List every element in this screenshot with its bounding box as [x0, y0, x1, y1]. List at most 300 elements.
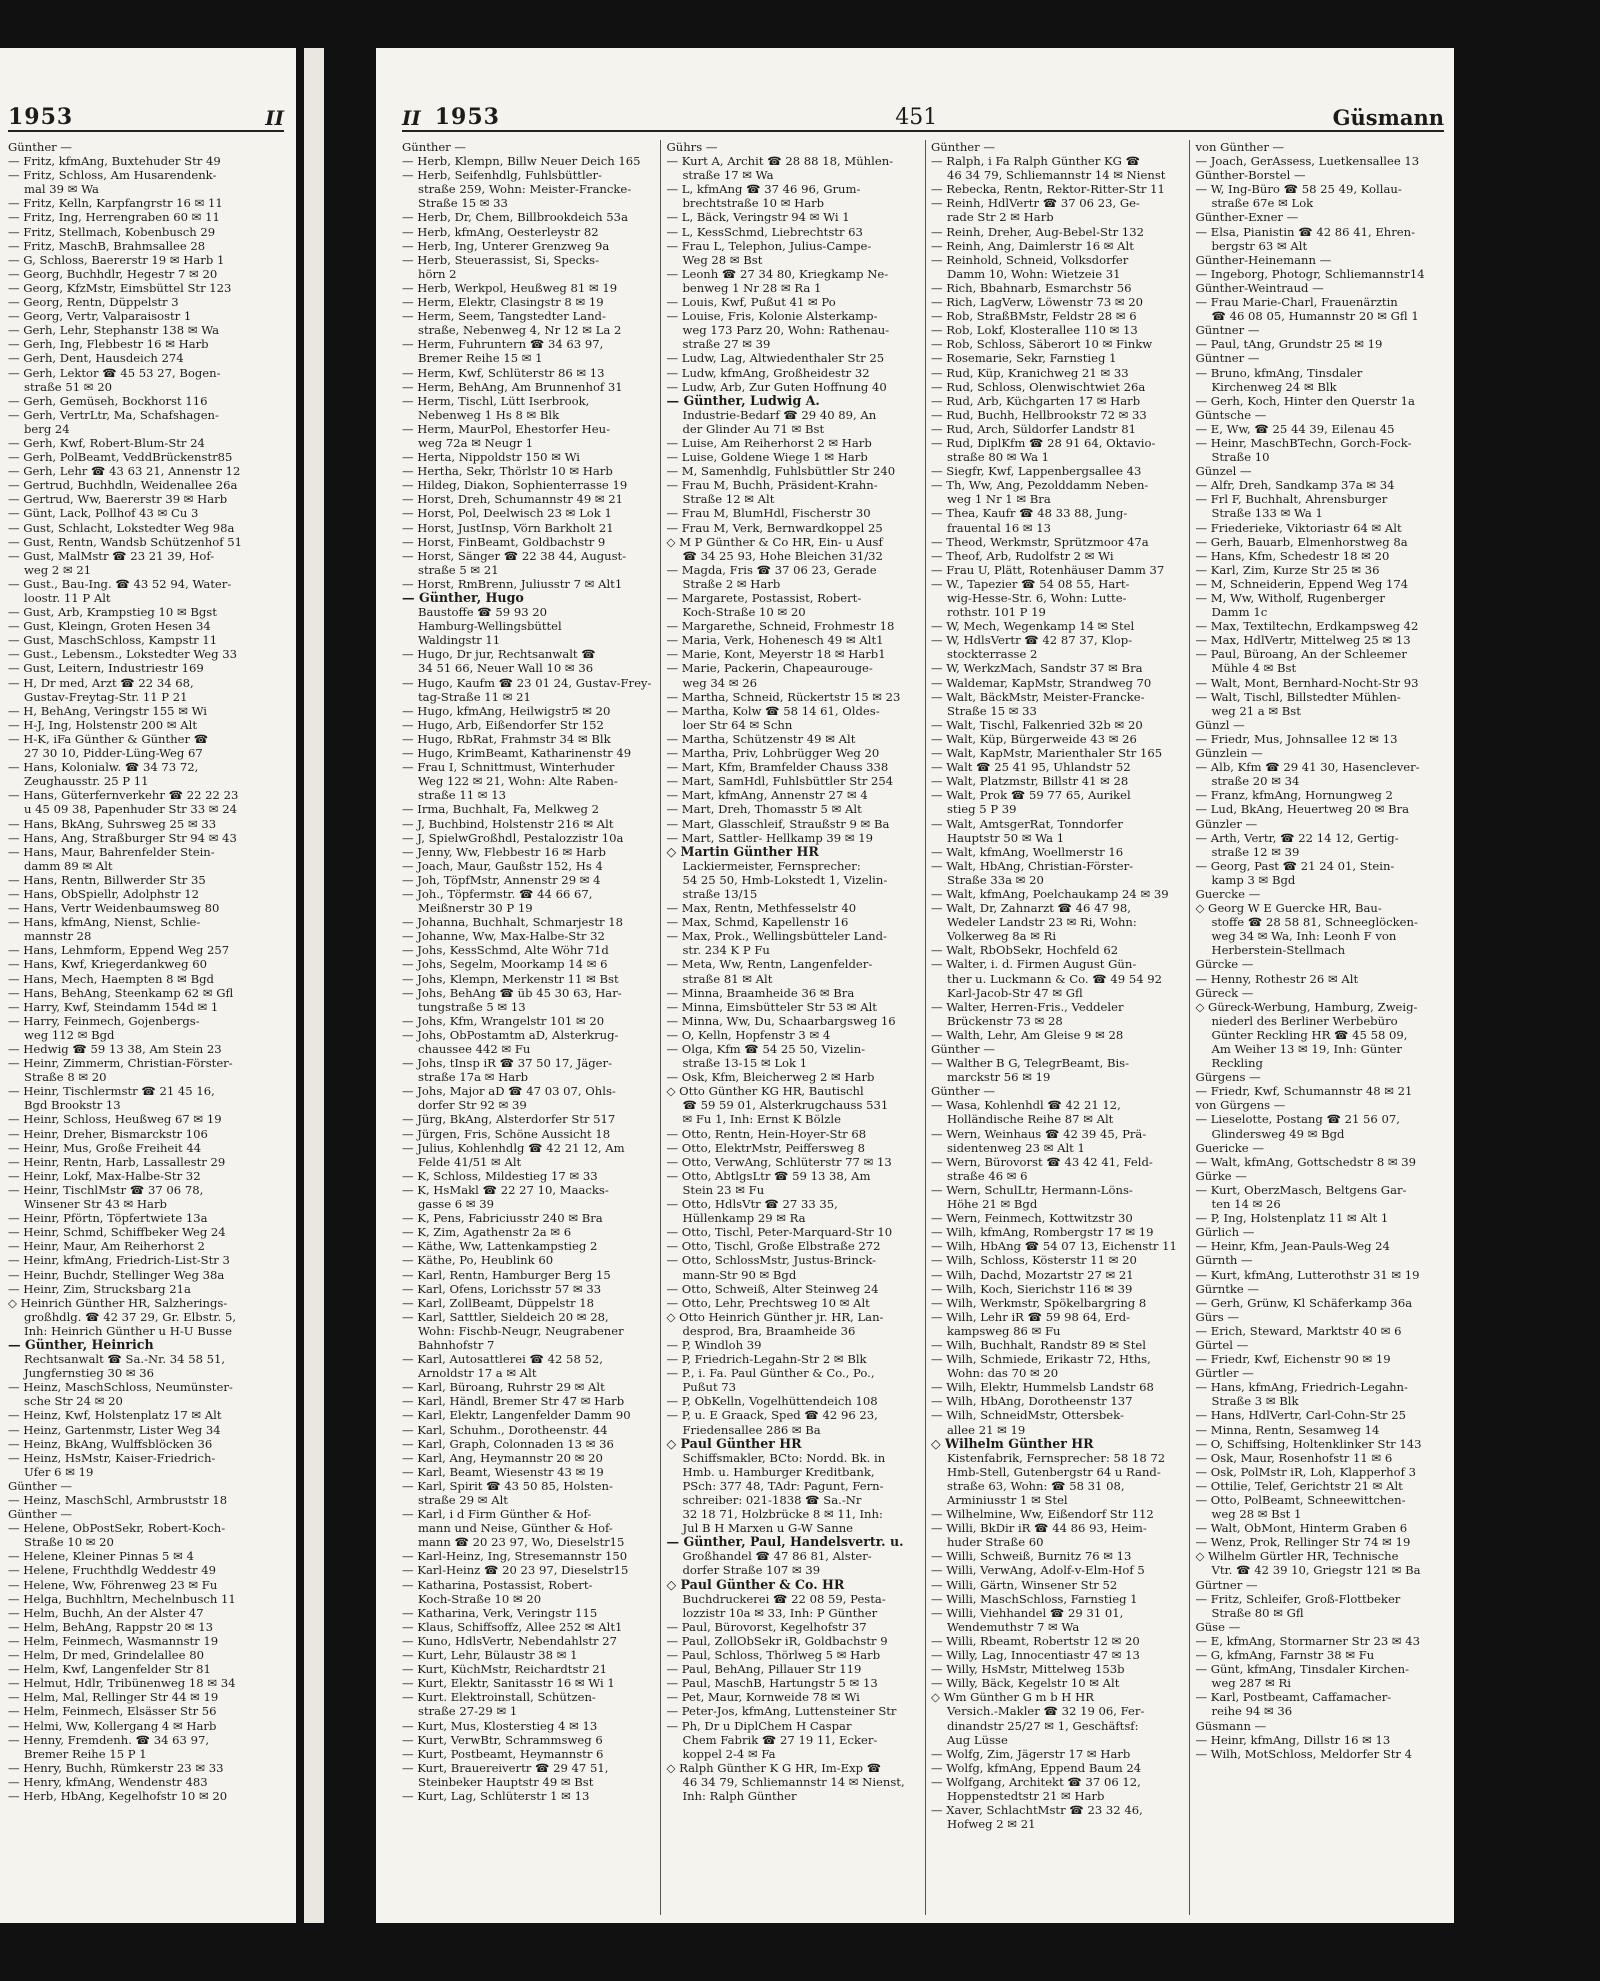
directory-entry: — Gerh, Kwf, Robert-Blum-Str 24 [8, 435, 205, 450]
directory-entry: — W, Ing-Büro ☎ 58 25 49, Kollau- [1195, 182, 1402, 197]
directory-entry: — Kurt, Mus, Klosterstieg 4 ✉ 13 [402, 1718, 598, 1733]
directory-entry: Günzel — [1195, 464, 1252, 479]
directory-entry: — Martha, Kolw ☎ 58 14 61, Oldes- [666, 703, 880, 718]
directory-entry: — Herb, Dr, Chem, Billbrookdeich 53a [402, 210, 628, 225]
directory-entry: — Herb, Ing, Unterer Grenzweg 9a [402, 238, 610, 253]
directory-entry: — Harry, Kwf, Steindamm 154d ✉ 1 [8, 999, 219, 1014]
directory-entry: — Karl, Ofens, Lorichsstr 57 ✉ 33 [402, 1281, 602, 1296]
directory-entry: Winsener Str 43 ✉ Harb [24, 1197, 167, 1212]
directory-entry: — Kurt, Lehr, Bülaustr 38 ✉ 1 [402, 1648, 578, 1663]
directory-entry: straße 67e ✉ Lok [1211, 196, 1314, 211]
directory-entry: PSch: 377 48, TAdr: Pagunt, Fern- [682, 1478, 884, 1493]
directory-entry: — Heinz, Gartenmstr, Lister Weg 34 [8, 1422, 221, 1437]
directory-entry: — Georg, Vertr, Valparaisostr 1 [8, 309, 192, 324]
directory-entry: ◇ Güreck-Werbung, Hamburg, Zweig- [1195, 999, 1418, 1014]
book-gutter [296, 0, 376, 1981]
directory-entry: Bahnhofstr 7 [418, 1337, 495, 1352]
directory-entry: — Walth, Lehr, Am Gleise 9 ✉ 28 [930, 1027, 1124, 1042]
directory-entry: — Frau Marie-Charl, Frauenärztin [1195, 295, 1398, 310]
directory-entry: — Hertha, Sekr, Thörlstr 10 ✉ Harb [402, 464, 613, 479]
directory-entry: dinandstr 25/27 ✉ 1, Geschäftsf: [946, 1718, 1139, 1733]
directory-entry: — Th, Ww, Ang, Pezolddamm Neben- [930, 478, 1149, 493]
directory-entry: Industrie-Bedarf ☎ 29 40 89, An [682, 407, 877, 422]
directory-entry: — Wilh, kfmAng, Rombergstr 17 ✉ 19 [930, 1225, 1154, 1240]
directory-entry: — Hans, BehAng, Steenkamp 62 ✉ Gfl [8, 985, 234, 1000]
directory-entry: — Paul, Schloss, Thörlweg 5 ✉ Harb [666, 1648, 881, 1663]
directory-entry: straße 17a ✉ Harb [418, 1070, 529, 1085]
directory-entry: Versich.-Makler ☎ 32 19 06, Fer- [946, 1704, 1145, 1719]
directory-entry: — Herm, Elektr, Clasingstr 8 ✉ 19 [402, 295, 604, 310]
directory-entry: — K, Pens, Fabriciusstr 240 ✉ Bra [402, 1211, 603, 1226]
directory-entry: — Gerh, VertrLtr, Ma, Schafshagen- [8, 407, 219, 422]
directory-entry: — Kurt, kfmAng, Lutterothstr 31 ✉ 19 [1195, 1267, 1420, 1282]
directory-entry: — Hans, kfmAng, Friedrich-Legahn- [1195, 1380, 1408, 1395]
directory-entry: — Heinr, Maur, Am Reiherhorst 2 [8, 1239, 205, 1254]
directory-entry: — Wolfg, Zim, Jägerstr 17 ✉ Harb [930, 1746, 1131, 1761]
directory-entry: Hmb. u. Hamburger Kreditbank, [682, 1464, 875, 1479]
directory-entry: — Otto, Rentn, Hein-Hoyer-Str 68 [666, 1126, 867, 1141]
directory-entry: reihe 94 ✉ 36 [1211, 1704, 1293, 1719]
directory-entry: — K, Zim, Agathenstr 2a ✉ 6 [402, 1225, 572, 1240]
directory-entry: — Herb, Seifenhdlg, Fuhlsbüttler- [402, 168, 602, 183]
directory-entry: Straße 10 ✉ 20 [24, 1535, 114, 1550]
directory-entry: — Hans, Kwf, Kriegerdankweg 60 [8, 957, 207, 972]
directory-entry: — Otto, ElektrMstr, Peiffersweg 8 [666, 1140, 866, 1155]
directory-entry: Gührs — [666, 140, 718, 154]
directory-entry: — Gerh, Lektor ☎ 45 53 27, Bogen- [8, 365, 221, 380]
directory-entry: Brückenstr 73 ✉ 28 [946, 1013, 1063, 1028]
directory-entry: — Walther B G, TelegrBeamt, Bis- [930, 1056, 1130, 1071]
directory-entry: Kirchenweg 24 ✉ Blk [1211, 379, 1337, 394]
directory-entry: — Paul, Bürovorst, Kegelhofstr 37 [666, 1619, 867, 1634]
directory-entry: — Walt ☎ 25 41 95, Uhlandstr 52 [930, 760, 1131, 775]
directory-entry: — Katharina, Verk, Veringstr 115 [402, 1605, 598, 1620]
directory-entry: Lackiermeister, Fernsprecher: [682, 858, 861, 873]
directory-entry: — Wilh, Dachd, Mozartstr 27 ✉ 21 [930, 1267, 1134, 1282]
directory-entry: Günther — [402, 140, 467, 154]
directory-entry: — Osk, Maur, Rosenhofstr 11 ✉ 6 [1195, 1450, 1393, 1465]
directory-entry: — Heinr, Zimmerm, Christian-Förster- [8, 1056, 233, 1071]
directory-entry: huder Straße 60 [946, 1535, 1044, 1550]
directory-entry: — Herb, kfmAng, Oesterleystr 82 [402, 224, 599, 239]
directory-entry: — Willi, VerwAng, Adolf-v-Elm-Hof 5 [930, 1563, 1145, 1578]
directory-entry: straße 20 ✉ 34 [1211, 774, 1300, 789]
directory-entry: — Gust, Leitern, Industriestr 169 [8, 661, 204, 676]
directory-entry: — Heinr, Pförtn, Töpfertwiete 13a [8, 1211, 208, 1226]
directory-entry: — Walt, Mont, Bernhard-Nocht-Str 93 [1195, 675, 1419, 690]
directory-entry: mannstr 28 [24, 929, 92, 944]
directory-entry: — M, Samenhdlg, Fuhlsbüttler Str 240 [666, 464, 896, 479]
directory-entry: — Gertrud, Buchhdln, Weidenallee 26a [8, 478, 238, 493]
directory-entry: — Theod, Werkmstr, Sprützmoor 47a [930, 534, 1149, 549]
directory-entry: — Rich, LagVerw, Löwenstr 73 ✉ 20 [930, 295, 1144, 310]
directory-entry: — Heinr, Buchdr, Stellinger Weg 38a [8, 1267, 225, 1282]
directory-entry: — J, SpielwGroßhdl, Pestalozzistr 10a [402, 830, 624, 845]
directory-entry: — Leonh ☎ 27 34 80, Kriegkamp Ne- [666, 266, 889, 281]
directory-entry: Felde 41/51 ✉ Alt [418, 1154, 522, 1169]
directory-entry: — Otto, VerwAng, Schlüterstr 77 ✉ 13 [666, 1154, 892, 1169]
directory-entry: Koch-Straße 10 ✉ 20 [682, 605, 806, 620]
directory-entry: — Jenny, Ww, Flebbestr 16 ✉ Harb [402, 844, 606, 859]
directory-entry: — Wilh, HbAng, Dorotheenstr 137 [930, 1394, 1133, 1409]
directory-entry: — Karl-Heinz, Ing, Stresemannstr 150 [402, 1549, 628, 1564]
directory-entry: Straße 15 ✉ 33 [418, 196, 508, 211]
directory-entry: — Frau I, Schnittmust, Winterhuder [402, 760, 615, 775]
directory-entry: — Gerh, Grünw, Kl Schäferkamp 36a [1195, 1295, 1413, 1310]
directory-entry: straße 29 ✉ Alt [418, 1493, 508, 1507]
directory-entry: — Karl, Satttler, Sieldeich 20 ✉ 28, [402, 1309, 609, 1324]
directory-entry: — Rebecka, Rentn, Rektor-Ritter-Str 11 [930, 182, 1165, 197]
directory-entry: — Hildeg, Diakon, Sophienterrasse 19 [402, 478, 628, 493]
directory-entry: Gürgens — [1195, 1070, 1261, 1085]
directory-entry: — Max, Textiltechn, Erdkampsweg 42 [1195, 619, 1419, 634]
directory-entry: — Lud, BkAng, Heuertweg 20 ✉ Bra [1195, 802, 1410, 817]
directory-entry: — Max, Rentn, Methfesselstr 40 [666, 901, 857, 916]
directory-entry: straße 51 ✉ 20 [24, 379, 112, 394]
directory-entry: — Heinr, Zim, Strucksbarg 21a [8, 1281, 191, 1296]
directory-entry: Günther — [8, 140, 73, 154]
directory-entry: mann ☎ 20 23 97, Wo, Dieselstr15 [418, 1535, 625, 1550]
directory-entry: Nebenweg 1 Hs 8 ✉ Blk [418, 407, 560, 422]
directory-entry: Glindersweg 49 ✉ Bgd [1211, 1126, 1345, 1141]
directory-entry: — Franz, kfmAng, Hornungweg 2 [1195, 788, 1393, 803]
directory-entry: Straße 15 ✉ 33 [946, 703, 1037, 718]
directory-entry: Güse — [1195, 1619, 1241, 1634]
directory-entry: — Helene, Ww, Föhrenweg 23 ✉ Fu [8, 1577, 218, 1592]
directory-entry: Pußut 73 [682, 1380, 737, 1395]
directory-entry: Gürntke — [1195, 1281, 1260, 1296]
directory-entry: Koch-Straße 10 ✉ 20 [418, 1591, 542, 1606]
directory-entry: — Herm, Kwf, Schlüterstr 86 ✉ 13 [402, 365, 605, 380]
directory-entry: Gürke — [1195, 1168, 1247, 1183]
directory-entry: weg 72a ✉ Neugr 1 [418, 435, 534, 450]
directory-entry: mann und Neise, Günther & Hof- [418, 1521, 613, 1536]
directory-entry: — Walt, RbObSekr, Hochfeld 62 [930, 943, 1119, 958]
directory-entry: — Wilh, Schloss, Kösterstr 11 ✉ 20 [930, 1253, 1137, 1268]
directory-entry: — Rud, Buchh, Hellbrookstr 72 ✉ 33 [930, 407, 1147, 422]
directory-entry: — Irma, Buchhalt, Fa, Melkweg 2 [402, 802, 600, 817]
directory-entry: — P, Friedrich-Legahn-Str 2 ✉ Blk [666, 1352, 867, 1367]
directory-entry: — Minna, Eimsbütteler Str 53 ✉ Alt [666, 999, 877, 1014]
directory-entry: — Otto, PolBeamt, Schneewittchen- [1195, 1493, 1406, 1507]
directory-entry: Straße 8 ✉ 20 [24, 1070, 107, 1085]
directory-entry: großhdlg. ☎ 42 37 29, Gr. Elbstr. 5, [24, 1309, 237, 1324]
directory-entry: Hüllenkamp 29 ✉ Ra [682, 1211, 806, 1226]
directory-entry: koppel 2-4 ✉ Fa [682, 1746, 776, 1761]
directory-entry: — Heinz, MaschSchl, Armbruststr 18 [8, 1493, 228, 1507]
directory-entry: — Gerh, Lehr ☎ 43 63 21, Annenstr 12 [8, 464, 241, 479]
directory-entry: ◇ M P Günther & Co HR, Ein- u Ausf [666, 534, 883, 549]
directory-entry: — Johs, Major aD ☎ 47 03 07, Ohls- [402, 1084, 616, 1099]
directory-entry: — Karl, ZollBeamt, Düppelstr 18 [402, 1295, 595, 1310]
directory-heading: ◇ Paul Günther HR [666, 1436, 802, 1451]
directory-entry: Am Weiher 13 ✉ 19, Inh: Günter [1211, 1042, 1402, 1056]
directory-entry: — Walt, Tischl, Billstedter Mühlen- [1195, 689, 1401, 704]
directory-entry: — Lieselotte, Postang ☎ 21 56 07, [1195, 1112, 1400, 1127]
directory-entry: — Kurt, Lag, Schlüterstr 1 ✉ 13 [402, 1788, 590, 1803]
directory-entry: — Rob, Schloss, Säberort 10 ✉ Finkw [930, 337, 1153, 352]
directory-entry: — Walter, i. d. Firmen August Gün- [930, 957, 1137, 972]
directory-entry: — Hans, Maur, Bahrenfelder Stein- [8, 844, 215, 859]
directory-entry: — Luise, Goldene Wiege 1 ✉ Harb [666, 450, 868, 465]
directory-entry: str. 234 K P Fu [682, 943, 770, 958]
directory-entry: — Ralph, i Fa Ralph Günther KG ☎ [930, 154, 1141, 169]
directory-entry: — Ph, Dr u DiplChem H Caspar [666, 1718, 852, 1733]
directory-entry: — Willi, MaschSchloss, Farnstieg 1 [930, 1591, 1138, 1606]
directory-entry: — Reinhold, Schneid, Volksdorfer [930, 252, 1129, 267]
directory-entry: — Günt, Lack, Pollhof 43 ✉ Cu 3 [8, 506, 199, 521]
directory-entry: — Maria, Verk, Hohenesch 49 ✉ Alt1 [666, 633, 884, 648]
directory-entry: — P, Windloh 39 [666, 1337, 762, 1352]
directory-entry: — Walt, Prok ☎ 59 77 65, Aurikel [930, 788, 1131, 803]
directory-entry: Vtr. ☎ 42 39 10, Griegstr 121 ✉ Ba [1211, 1563, 1421, 1578]
directory-entry: 32 18 71, Holzbrücke 8 ✉ 11, Inh: [682, 1507, 883, 1522]
directory-entry: — P, Ing, Holstenplatz 11 ✉ Alt 1 [1195, 1211, 1389, 1226]
right-volume: II [402, 106, 421, 130]
directory-entry: mal 39 ✉ Wa [24, 182, 99, 197]
directory-entry: — Willy, HsMstr, Mittelweg 153b [930, 1662, 1125, 1677]
directory-entry: — Karl, Beamt, Wiesenstr 43 ✉ 19 [402, 1464, 604, 1479]
directory-entry: — Theof, Arb, Rudolfstr 2 ✉ Wi [930, 548, 1114, 563]
directory-entry: tungstraße 5 ✉ 13 [418, 999, 526, 1014]
directory-entry: — Wilh, Elektr, Hummelsb Landstr 68 [930, 1380, 1154, 1395]
directory-entry: Güntner — [1195, 323, 1260, 338]
directory-column [660, 140, 924, 1915]
directory-entry: Karl-Jacob-Str 47 ✉ Gfl [946, 985, 1083, 1000]
directory-entry: — Frau M, Verk, Bernwardkoppel 25 [666, 520, 883, 535]
directory-entry: — Georg, Rentn, Düppelstr 3 [8, 295, 179, 310]
directory-entry: Bremer Reihe 15 P 1 [24, 1746, 147, 1761]
directory-entry: — Frau U, Plätt, Rotenhäuser Damm 37 [930, 562, 1165, 577]
directory-entry: — Alb, Kfm ☎ 29 41 30, Hasenclever- [1195, 760, 1420, 775]
directory-entry: von Günther — [1195, 140, 1285, 154]
directory-entry: Ufer 6 ✉ 19 [24, 1464, 94, 1479]
directory-entry: benweg 1 Nr 28 ✉ Ra 1 [682, 280, 822, 295]
directory-entry: — Johs, KessSchmd, Alte Wöhr 71d [402, 943, 609, 958]
directory-entry: berg 24 [24, 421, 70, 436]
directory-entry: wig-Hesse-Str. 6, Wohn: Lutte- [946, 591, 1127, 605]
directory-heading: ◇ Wilhelm Günther HR [930, 1436, 1094, 1451]
directory-entry: — Heinr, Dreher, Bismarckstr 106 [8, 1126, 208, 1141]
directory-entry: — Jürg, BkAng, Alsterdorfer Str 517 [402, 1112, 616, 1127]
directory-entry: sche Str 24 ✉ 20 [24, 1394, 123, 1409]
directory-entry: — Osk, Kfm, Bleicherweg 2 ✉ Harb [666, 1070, 875, 1085]
directory-entry: straße 63, Wohn: ☎ 58 31 08, [946, 1478, 1125, 1493]
directory-column [8, 140, 284, 1915]
directory-entry: desprod, Bra, Braamheide 36 [682, 1323, 856, 1338]
directory-heading: ◇ Martin Günther HR [666, 844, 819, 859]
directory-entry: — Otto, Schweiß, Alter Steinweg 24 [666, 1281, 879, 1296]
directory-entry: ◇ Otto Heinrich Günther jr. HR, Lan- [666, 1309, 884, 1324]
directory-entry: weg 1 Nr 1 ✉ Bra [946, 492, 1051, 507]
directory-entry: — Hans, Vertr Weidenbaumsweg 80 [8, 901, 220, 916]
directory-entry: — Hugo, Arb, Eißendorfer Str 152 [402, 717, 604, 732]
directory-entry: straße 5 ✉ 21 [418, 562, 499, 577]
directory-entry: Günther — [8, 1478, 73, 1493]
directory-entry: — P, ObKelln, Vogelhüttendeich 108 [666, 1394, 878, 1409]
directory-entry: — Herb, HbAng, Kegelhofstr 10 ✉ 20 [8, 1788, 228, 1803]
directory-entry: — Wolfgang, Architekt ☎ 37 06 12, [930, 1774, 1141, 1789]
directory-entry: 54 25 50, Hmb-Lokstedt 1, Vizelin- [682, 872, 888, 887]
directory-entry: kamp 3 ✉ Bgd [1211, 872, 1296, 887]
directory-entry: — Fritz, Stellmach, Kobenbusch 29 [8, 224, 216, 239]
directory-entry: tag-Straße 11 ✉ 21 [418, 689, 531, 704]
directory-entry: — Hans, Rentn, Billwerder Str 35 [8, 872, 206, 887]
directory-entry: — Herb, Werkpol, Heußweg 81 ✉ 19 [402, 280, 618, 295]
directory-entry: weg 28 ✉ Bst 1 [1211, 1507, 1302, 1522]
directory-entry: — Wilh, MotSchloss, Meldorfer Str 4 [1195, 1746, 1413, 1761]
directory-entry: — Georg, Past ☎ 21 24 01, Stein- [1195, 858, 1395, 873]
directory-entry: — Reinh, HdlVertr ☎ 37 06 23, Ge- [930, 196, 1140, 211]
directory-entry: — Mart, Dreh, Thomasstr 5 ✉ Alt [666, 802, 862, 817]
directory-entry: — Kurt, KüchMstr, Reichardtstr 21 [402, 1662, 608, 1677]
directory-entry: — Gust, MalMstr ☎ 23 21 39, Hof- [8, 548, 215, 563]
directory-entry: — Bruno, kfmAng, Tinsdaler [1195, 365, 1363, 380]
directory-entry: — Henry, Buchh, Rümkerstr 23 ✉ 33 [8, 1760, 224, 1775]
directory-entry: ten 14 ✉ 26 [1211, 1197, 1281, 1212]
directory-entry: weg 112 ✉ Bgd [24, 1027, 115, 1042]
directory-entry: — Karl, Elektr, Langenfelder Damm 90 [402, 1408, 631, 1423]
directory-entry: Günther — [8, 1507, 73, 1522]
directory-entry: weg 34 ✉ Wa, Inh: Leonh F von [1211, 929, 1397, 944]
directory-entry: straße 17 ✉ Wa [682, 168, 774, 183]
directory-entry: Gustav-Freytag-Str. 11 P 21 [24, 689, 188, 704]
directory-heading: — Günther, Heinrich [8, 1337, 154, 1352]
directory-entry: — Gust, Kleingn, Groten Hesen 34 [8, 619, 211, 634]
directory-entry: Gürlich — [1195, 1225, 1255, 1240]
directory-entry: ✉ Fu 1, Inh: Ernst K Bölzle [682, 1112, 841, 1127]
directory-entry: — E, Ww, ☎ 25 44 39, Eilenau 45 [1195, 421, 1395, 436]
directory-entry: — Gust, Rentn, Wandsb Schützenhof 51 [8, 534, 242, 549]
directory-entry: brechtstraße 10 ✉ Harb [682, 196, 825, 211]
directory-entry: Günther-Weintraud — [1195, 280, 1324, 295]
directory-entry: — Peter-Jos, kfmAng, Luttensteiner Str [666, 1704, 897, 1719]
directory-entry: — H, Dr med, Arzt ☎ 22 34 68, [8, 675, 194, 690]
directory-entry: Inh: Ralph Günther [682, 1788, 797, 1803]
directory-entry: — Kuno, HdlsVertr, Nebendahlstr 27 [402, 1633, 618, 1648]
directory-entry: Günther-Exner — [1195, 210, 1299, 225]
directory-entry: ◇ Heinrich Günther HR, Salzherings- [8, 1295, 228, 1310]
directory-entry: — Wilh, Schmiede, Erikastr 72, Hths, [930, 1352, 1151, 1367]
directory-entry: — Frau M, Buchh, Präsident-Krahn- [666, 478, 878, 493]
directory-entry: — Meta, Ww, Rentn, Langenfelder- [666, 957, 873, 972]
directory-entry: ther u. Luckmann & Co. ☎ 49 54 92 [946, 971, 1163, 986]
directory-entry: — Reinh, Ang, Daimlerstr 16 ✉ Alt [930, 238, 1134, 253]
directory-entry: — Hugo, kfmAng, Heilwigstr5 ✉ 20 [402, 703, 611, 718]
directory-entry: straße 27 ✉ 39 [682, 337, 771, 352]
directory-entry: — Kurt A, Archit ☎ 28 88 18, Mühlen- [666, 154, 894, 169]
directory-entry: Straße 10 [1211, 450, 1270, 465]
directory-entry: — Gerh, Bauarb, Elmenhorstweg 8a [1195, 534, 1408, 549]
directory-entry: — Joach, GerAssess, Luetkensallee 13 [1195, 154, 1420, 169]
directory-entry: — W, WerkzMach, Sandstr 37 ✉ Bra [930, 661, 1143, 676]
directory-entry: — Helm, Dr med, Grindelallee 80 [8, 1648, 204, 1663]
directory-entry: — Otto, HdlsVtr ☎ 27 33 35, [666, 1197, 838, 1212]
directory-column [925, 140, 1189, 1915]
directory-entry: — Käthe, Ww, Lattenkampstieg 2 [402, 1239, 598, 1254]
directory-entry: — Fritz, Ing, Herrengraben 60 ✉ 11 [8, 210, 220, 225]
directory-entry: — Paul, BehAng, Pillauer Str 119 [666, 1662, 862, 1677]
directory-entry: — Georg, Buchhdlr, Hegestr 7 ✉ 20 [8, 266, 218, 281]
directory-entry: — Max, Prok., Wellingsbütteler Land- [666, 929, 887, 944]
directory-entry: — Käthe, Po, Heublink 60 [402, 1253, 554, 1268]
directory-entry: Meißnerstr 30 P 19 [418, 901, 533, 916]
directory-entry: Güntsche — [1195, 407, 1267, 422]
directory-entry: Damm 1c [1211, 605, 1268, 620]
directory-entry: — Hugo, Kaufm ☎ 23 01 24, Gustav-Frey- [402, 675, 652, 690]
directory-entry: straße 80 ✉ Wa 1 [946, 450, 1050, 465]
directory-entry: — Horst, RmBrenn, Juliusstr 7 ✉ Alt1 [402, 576, 623, 591]
directory-entry: — Horst, Pol, Deelwisch 23 ✉ Lok 1 [402, 506, 612, 521]
directory-entry: dorfer Str 92 ✉ 39 [418, 1098, 527, 1113]
directory-entry: u 45 09 38, Papenhuder Str 33 ✉ 24 [24, 802, 237, 817]
right-year: 1953 [434, 104, 500, 130]
directory-entry: — Günt, kfmAng, Tinsdaler Kirchen- [1195, 1662, 1410, 1677]
directory-entry: — Herb, Steuerassist, Si, Specks- [402, 252, 600, 267]
directory-entry: ☎ 46 08 05, Humannstr 20 ✉ Gfl 1 [1211, 309, 1419, 324]
directory-entry: — Wern, SchulLtr, Hermann-Löns- [930, 1182, 1133, 1197]
left-volume: II [265, 106, 284, 130]
directory-entry: — Margarethe, Schneid, Frohmestr 18 [666, 619, 895, 634]
directory-entry: — Margarete, Postassist, Robert- [666, 591, 862, 605]
directory-entry: — Helm, Kwf, Langenfelder Str 81 [8, 1662, 211, 1677]
directory-entry: — Heinr, Lokf, Max-Halbe-Str 32 [8, 1168, 201, 1183]
directory-entry: — Herm, Seem, Tangstedter Land- [402, 309, 606, 324]
directory-entry: — Walt, Küp, Bürgerweide 43 ✉ 26 [930, 731, 1137, 746]
directory-entry: — Henny, Fremdenh. ☎ 34 63 97, [8, 1732, 210, 1747]
directory-entry: — W, HdlsVertr ☎ 42 87 37, Klop- [930, 633, 1133, 648]
directory-entry: — Otto, AbtlgsLtr ☎ 59 13 38, Am [666, 1168, 871, 1183]
directory-entry: Damm 10, Wohn: Wietzeie 31 [946, 266, 1121, 281]
directory-entry: — Fritz, Kelln, Karpfangrstr 16 ✉ 11 [8, 196, 223, 211]
left-year: 1953 [8, 104, 74, 130]
directory-entry: — Kurt, VerwBtr, Schrammsweg 6 [402, 1732, 603, 1747]
directory-entry: — Friedr, Kwf, Eichenstr 90 ✉ 19 [1195, 1352, 1391, 1367]
directory-entry: Jul B H Marxen u G-W Sanne [682, 1521, 854, 1536]
directory-entry: — Elsa, Pianistin ☎ 42 86 41, Ehren- [1195, 224, 1416, 239]
directory-entry: Holländische Reihe 87 ✉ Alt [946, 1112, 1114, 1127]
directory-entry: — Kurt, Elektr, Sanitasstr 16 ✉ Wi 1 [402, 1676, 615, 1691]
directory-entry: stieg 5 P 39 [946, 802, 1017, 817]
directory-entry: — Johs, Klempn, Merkenstr 11 ✉ Bst [402, 971, 619, 986]
directory-entry: — Johs, Segelm, Moorkamp 14 ✉ 6 [402, 957, 608, 972]
directory-entry: — Frau M, BlumHdl, Fischerstr 30 [666, 506, 871, 521]
directory-entry: straße 13/15 [682, 886, 758, 901]
directory-column [402, 140, 660, 1915]
page-number: 451 [895, 105, 938, 130]
directory-entry: — Helm, Feinmech, Wasmannstr 19 [8, 1633, 219, 1648]
directory-entry: — Heinz, Kwf, Holstenplatz 17 ✉ Alt [8, 1408, 222, 1423]
directory-entry: ◇ Otto Günther KG HR, Bautischl [666, 1084, 864, 1099]
directory-entry: — Mart, Kfm, Bramfelder Chauss 338 [666, 760, 889, 775]
directory-entry: Waldingstr 11 [418, 633, 501, 648]
directory-entry: — Erich, Steward, Marktstr 40 ✉ 6 [1195, 1323, 1402, 1338]
directory-column [1189, 140, 1444, 1915]
directory-entry: — Wilhelmine, Ww, Eißendorf Str 112 [930, 1507, 1154, 1522]
directory-entry: Gürs — [1195, 1309, 1239, 1324]
directory-entry: — Helmut, Hdlr, Tribünenweg 18 ✉ 34 [8, 1676, 236, 1691]
directory-entry: ☎ 34 25 93, Hohe Bleichen 31/32 [682, 548, 883, 563]
directory-entry: — Marie, Packerin, Chapeaurouge- [666, 661, 873, 676]
directory-entry: — W., Tapezier ☎ 54 08 55, Hart- [930, 576, 1130, 591]
directory-entry: — P., i. Fa. Paul Günther & Co., Po., [666, 1366, 875, 1381]
directory-entry: — P, u. E Graack, Sped ☎ 42 96 23, [666, 1408, 878, 1423]
directory-entry: — Fritz, Schloss, Am Husarendenk- [8, 168, 217, 183]
directory-entry: — Walter, Herren-Fris., Veddeler [930, 999, 1124, 1014]
directory-entry: — Hans, ObSpiellr, Adolphstr 12 [8, 886, 199, 901]
directory-entry: — Heinr, Tischlermstr ☎ 21 45 16, [8, 1084, 215, 1099]
directory-entry: — Harry, Feinmech, Gojenbergs- [8, 1013, 200, 1028]
